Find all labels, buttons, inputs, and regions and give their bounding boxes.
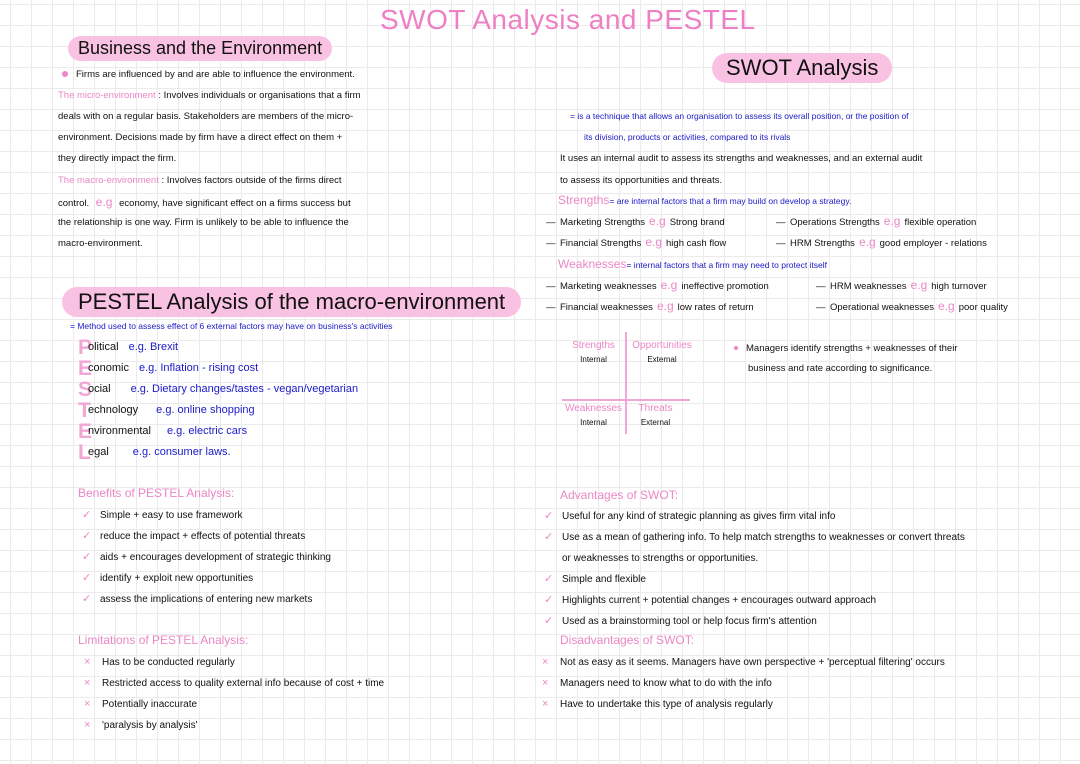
pestel-factor-social: Social e.g. Dietary changes/tastes - vegan/vegetarian [78,378,359,401]
dash-icon: — [776,238,786,249]
list-item: ✓ Use as a mean of gathering info. To help match strengths to weaknesses or convert threats [544,527,965,548]
check-icon: ✓ [82,572,92,584]
check-icon: ✓ [82,551,92,563]
check-icon: ✓ [82,530,92,542]
list-item: × Not as easy as it seems. Managers have own perspective + 'perceptual filtering' occurs [542,652,945,673]
matrix-cell-strengths: Strengths Internal [572,340,615,364]
list-item: ✓ aids + encourages development of strategic thinking [82,547,331,568]
list-item: ✓ Simple and flexible [544,569,965,590]
matrix-divider-horizontal [562,399,690,401]
check-icon: ✓ [82,509,92,521]
pestel-limitations-list [84,652,384,736]
micro-environment-label: The micro-environment [58,90,156,101]
page-title: SWOT Analysis and PESTEL [380,4,756,35]
swot-audit-line-1: It uses an internal audit to assess its strengths and weaknesses, and an external audit [560,153,923,164]
swot-advantages-list [544,506,965,632]
pestel-factor-environmental: Environmental e.g. electric cars [78,420,248,443]
check-icon: ✓ [544,573,554,585]
weakness-item: — HRM weaknesses e.g high turnover [816,275,987,297]
managers-note-line-1: Managers identify strengths + weaknesses of their [734,338,958,359]
swot-audit-line-2: to assess its opportunities and threats. [560,175,723,186]
pestel-factor-technology: Technology e.g. online shopping [78,399,255,422]
swot-definition-line-1: = is a technique that allows an organisation to assess its overall position, or the position of [570,111,909,121]
list-item: ✓ assess the implications of entering new markets [82,589,331,610]
list-item: × 'paralysis by analysis' [84,715,384,736]
check-icon: ✓ [82,593,92,605]
dash-icon: — [816,281,826,292]
eg-label: e.g [95,195,113,209]
swot-heading: SWOT Analysis [712,53,892,83]
swot-definition-line-2: its division, products or activities, compared to its rivals [584,132,791,142]
dash-icon: — [546,281,556,292]
weaknesses-definition: Weaknesses= internal factors that a firm may need to protect itself [558,257,828,271]
list-item: × Restricted access to quality external info because of cost + time [84,673,384,694]
dash-icon: — [546,302,556,313]
micro-environment-line-1: The micro-environment : Involves individuals or organisations that a firm [58,90,361,101]
business-environment-heading: Business and the Environment [68,36,332,61]
pestel-heading: PESTEL Analysis of the macro-environment [62,287,521,317]
managers-note-line-2: business and rate according to significance. [748,363,933,374]
macro-environment-label: The macro-environment [58,175,159,186]
list-item: × Has to be conducted regularly [84,652,384,673]
check-icon: ✓ [544,510,554,522]
pestel-benefits-list [82,505,331,610]
weakness-item: — Operational weaknesses e.g poor quality [816,296,1008,318]
weakness-item: — Marketing weaknesses e.g ineffective promotion [546,275,769,297]
cross-icon: × [84,677,91,689]
business-bullet: Firms are influenced by and are able to influence the environment. [62,64,355,85]
macro-environment-line-3: the relationship is one way. Firm is unlikely to be able to influence the [58,217,349,228]
bullet-dot-icon [62,71,68,77]
pestel-definition: = Method used to assess effect of 6 external factors may have on business's activities [70,321,393,331]
strength-item: — Marketing Strengths e.g Strong brand [546,211,725,233]
matrix-cell-threats: Threats External [638,403,673,427]
list-item: × Have to undertake this type of analysis regularly [542,694,945,715]
strength-item: — HRM Strengths e.g good employer - relations [776,232,987,254]
list-item: ✓ Highlights current + potential changes + encourages outward approach [544,590,965,611]
list-item: ✓ Simple + easy to use framework [82,505,331,526]
micro-environment-line-2: deals with on a regular basis. Stakeholders are members of the micro- [58,111,354,122]
bullet-dot-icon [734,346,738,350]
weaknesses-label: Weaknesses [558,257,627,271]
dash-icon: — [546,238,556,249]
list-item: or weaknesses to strengths or opportunities. [562,553,759,564]
macro-environment-line-4: macro-environment. [58,238,143,249]
swot-advantages-heading: Advantages of SWOT: [560,488,679,502]
matrix-cell-opportunities: Opportunities External [632,340,692,364]
cross-icon: × [84,698,91,710]
micro-environment-line-4: they directly impact the firm. [58,153,177,164]
list-item: ✓ Used as a brainstorming tool or help focus firm's attention [544,611,965,632]
macro-environment-line-1: The macro-environment : Involves factors outside of the firms direct [58,175,342,186]
micro-environment-line-3: environment. Decisions made by firm have a direct effect on them + [58,132,343,143]
dash-icon: — [546,217,556,228]
list-item: × Potentially inaccurate [84,694,384,715]
weakness-item: — Financial weaknesses e.g low rates of return [546,296,754,318]
check-icon: ✓ [544,594,554,606]
swot-matrix [562,332,690,434]
list-item: ✓ Useful for any kind of strategic planning as gives firm vital info [544,506,965,527]
matrix-cell-weaknesses: Weaknesses Internal [564,403,623,427]
pestel-factors-list [78,337,358,463]
strengths-definition: Strengths= are internal factors that a firm may build on develop a strategy. [558,193,852,207]
pestel-limitations-heading: Limitations of PESTEL Analysis: [78,633,249,647]
cross-icon: × [542,677,549,689]
swot-disadvantages-heading: Disadvantages of SWOT: [560,633,695,647]
pestel-benefits-heading: Benefits of PESTEL Analysis: [78,486,235,500]
list-item: ✓ identify + exploit new opportunities [82,568,331,589]
check-icon: ✓ [544,615,554,627]
strength-item: — Operations Strengths e.g flexible operation [776,211,976,233]
cross-icon: × [542,698,549,710]
list-item: ✓ reduce the impact + effects of potential threats [82,526,331,547]
strength-item: — Financial Strengths e.g high cash flow [546,232,726,254]
dash-icon: — [816,302,826,313]
strengths-label: Strengths [558,193,610,207]
check-icon: ✓ [544,531,554,543]
pestel-factor-economic: Economic e.g. Inflation - rising cost [78,357,259,380]
cross-icon: × [542,656,549,668]
pestel-factor-legal: Legal e.g. consumer laws. [78,441,231,464]
cross-icon: × [84,719,91,731]
list-item: × Managers need to know what to do with the info [542,673,945,694]
pestel-factor-political: Political e.g. Brexit [78,336,179,359]
dash-icon: — [776,217,786,228]
cross-icon: × [84,656,91,668]
macro-environment-line-2: control. e.g economy, have significant effect on a firms success but [58,195,351,209]
swot-disadvantages-list [542,652,945,715]
